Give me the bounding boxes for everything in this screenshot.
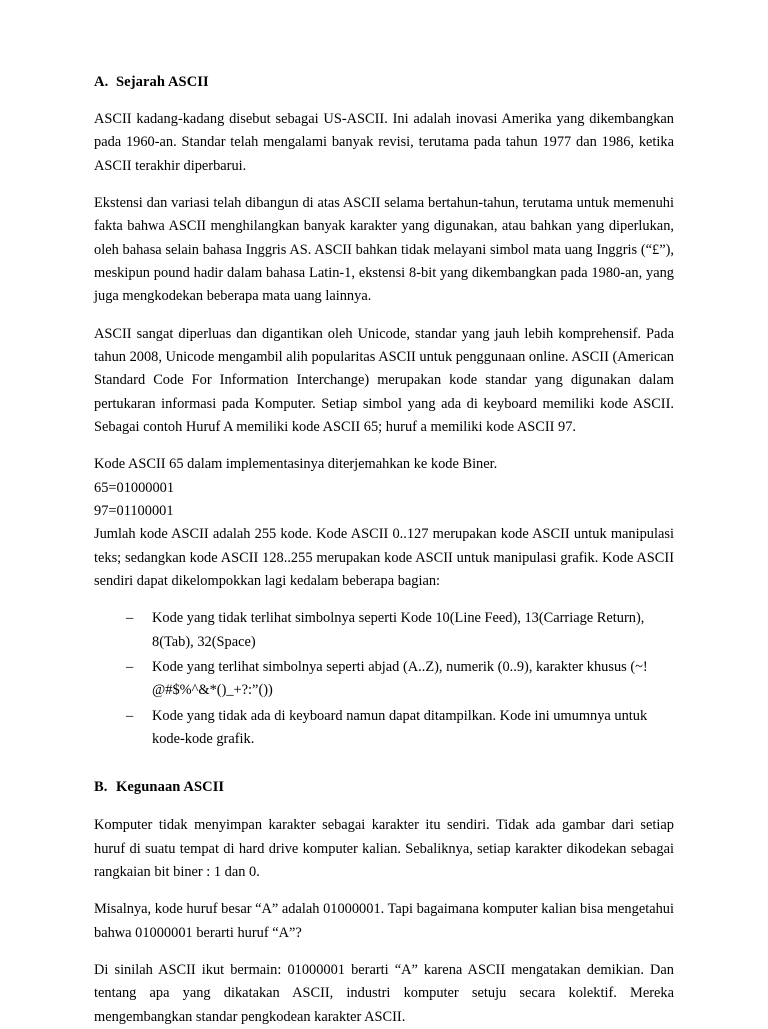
dash-marker-icon: – (126, 707, 134, 724)
list-item-label: Kode yang tidak terlihat simbolnya seperti Kode 10(Line Feed), 13(Carriage Return), 8(Tab), 32(Space) (152, 610, 645, 650)
section-title-a: Sejarah ASCII (116, 74, 209, 90)
paragraph-b1: Komputer tidak menyimpan karakter sebagai karakter itu sendiri. Tidak ada gambar dari setiap huruf di suatu tempat di hard drive komputer kalian. Sebaliknya, setiap karakter dikodekan sebagai rangkaian bit biner : 1 dan 0. (94, 817, 674, 880)
list-item (126, 607, 674, 654)
ascii-group-list (94, 607, 674, 751)
paragraph-b3: Di sinilah ASCII ikut bermain: 01000001 berarti “A” karena ASCII mengatakan demikian. Dan tentang apa yang dikatakan ASCII, industri komputer setuju secara kolektif. Mereka mengembangkan standar pengkodean karakter ASCII. (94, 961, 674, 1025)
binary-code-65: 65=01000001 (94, 479, 175, 496)
list-item-label: Kode yang tidak ada di keyboard namun dapat ditampilkan. Kode ini umumnya untuk kode-kode grafik. (152, 707, 648, 747)
list-item (126, 705, 674, 752)
dash-marker-icon: – (126, 610, 134, 627)
section-heading-a (94, 74, 674, 91)
section-marker-a: A. (94, 74, 109, 90)
paragraph-a4: Kode ASCII 65 dalam implementasinya diterjemahkan ke kode Biner. (94, 456, 498, 473)
section-marker-b: B. (94, 779, 108, 796)
paragraph-a2: Ekstensi dan variasi telah dibangun di atas ASCII selama bertahun-tahun, terutama untuk memenuhi fakta bahwa ASCII menghilangkan banyak karakter yang digunakan, atau bahkan yang diperlukan, oleh bahasa selain bahasa Inggris AS. ASCII bahkan tidak melayani simbol mata uang Inggris (“£”), meskipun pound hadir dalam bahasa Latin-1, ekstensi 8-bit yang dikembangkan pada 1980-an, yang juga mengkodekan beberapa mata uang lainnya. (94, 194, 674, 305)
paragraph-a1: ASCII kadang-kadang disebut sebagai US-ASCII. Ini adalah inovasi Amerika yang dikembangkan pada 1960-an. Standar telah mengalami banyak revisi, terutama pada tahun 1977 dan 1986, ketika ASCII terakhir diperbarui. (94, 111, 674, 174)
paragraph-a5: Jumlah kode ASCII adalah 255 kode. Kode ASCII 0..127 merupakan kode ASCII untuk manipulasi teks; sedangkan kode ASCII 128..255 merupakan kode ASCII untuk manipulasi grafik. Kode ASCII sendiri dapat dikelompokkan lagi kedalam beberapa bagian: (94, 526, 674, 589)
section-title-b: Kegunaan ASCII (116, 779, 225, 796)
list-item-label: Kode yang terlihat simbolnya seperti abjad (A..Z), numerik (0..9), karakter khusus (~! @#$%^&*()_+?:”()) (152, 658, 648, 699)
list-item (126, 656, 674, 703)
binary-code-97: 97=01100001 (94, 502, 174, 519)
section-heading-b (94, 779, 674, 796)
paragraph-a3: ASCII sangat diperluas dan digantikan oleh Unicode, standar yang jauh lebih komprehensif. Pada tahun 2008, Unicode mengambil alih popularitas ASCII untuk penggunaan online. ASCII (American Standard Code For Information Interchange) merupakan kode standar yang digunakan dalam pertukaran informasi pada Komputer. Setiap simbol yang ada di keyboard memiliki kode ASCII. Sebagai contoh Huruf A memiliki kode ASCII 65; huruf a memiliki kode ASCII 97. (94, 325, 674, 435)
dash-marker-icon: – (126, 658, 134, 675)
paragraph-b2: Misalnya, kode huruf besar “A” adalah 01000001. Tapi bagaimana komputer kalian bisa mengetahui bahwa 01000001 berarti huruf “A”? (94, 901, 674, 941)
